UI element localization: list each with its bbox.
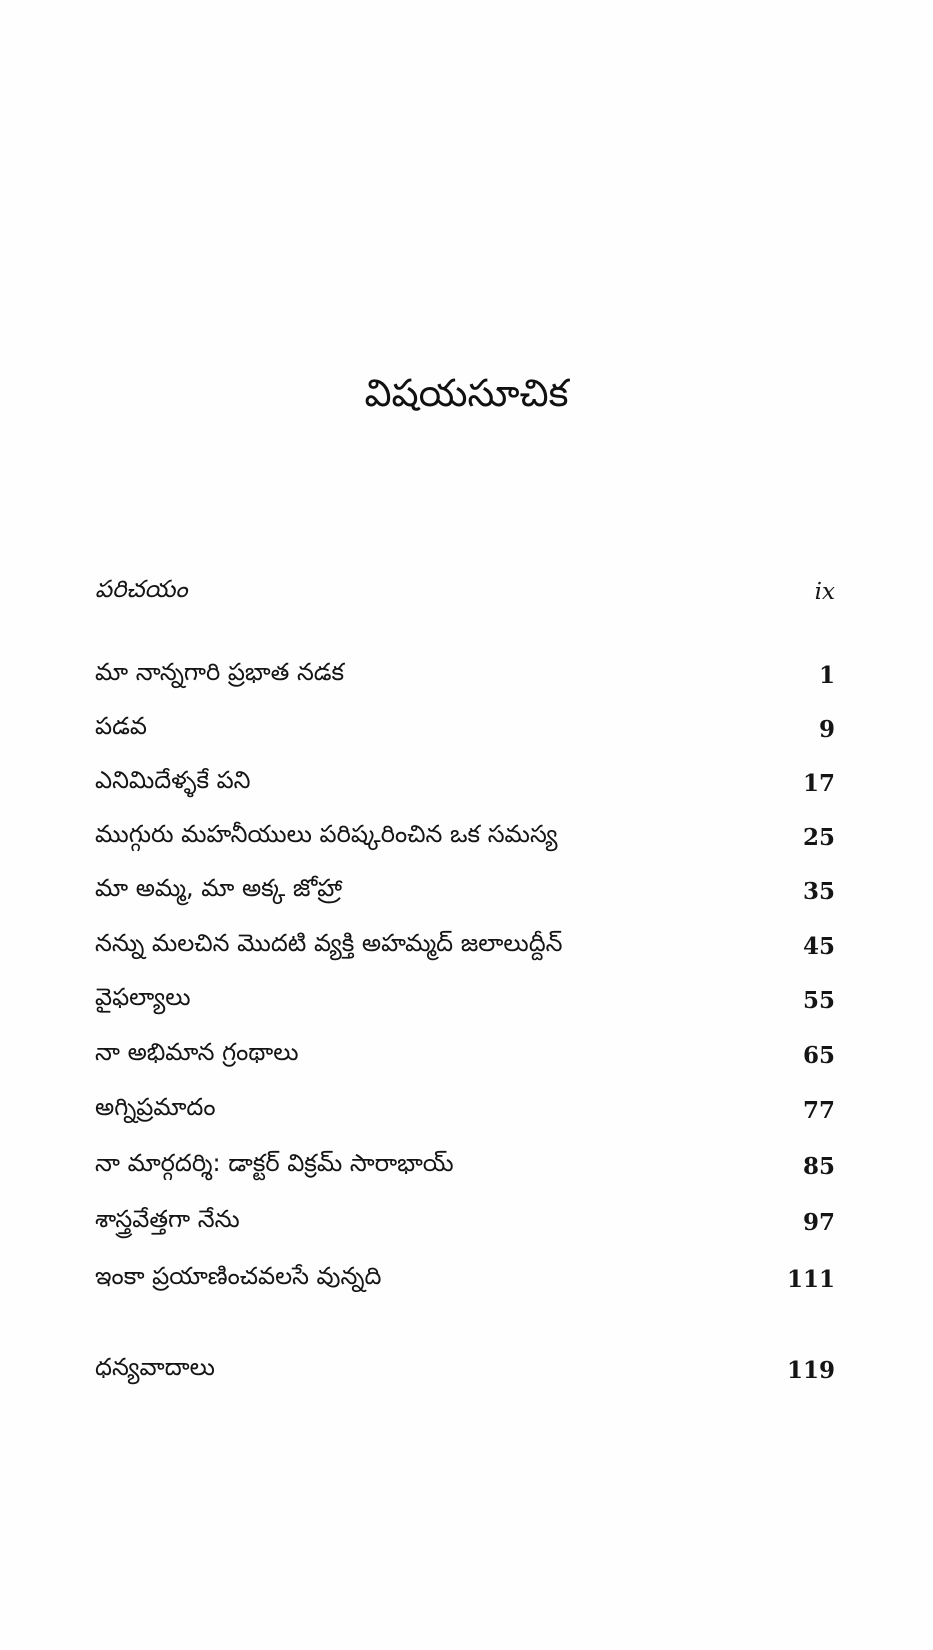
toc-entry [95,1035,835,1075]
toc-entry [95,817,835,857]
toc-entry-title: మా అమ్మ, మా అక్క జోహ్రా [95,874,343,902]
toc-entry-page: 55 [802,986,835,1014]
toc-entry-title: వైఫల్యాలు [95,983,191,1011]
toc-entry [95,709,835,749]
toc-entry-title: నన్ను మలచిన మొదటి వ్యక్తి అహమ్మద్ జలాలుద్దీన్ [95,929,563,957]
toc-entry [95,871,835,911]
toc-entry-title: శాస్త్రవేత్తగా నేను [95,1205,240,1233]
toc-entry-page: 111 [786,1265,835,1293]
toc-entry-page: 9 [818,715,835,743]
toc-entry-page: 85 [802,1152,835,1180]
toc-entry [95,1146,835,1186]
toc-entry-title: ఎనిమిదేళ్ళకే పని [95,766,251,794]
toc-entry-title: మా నాన్నగారి ప్రభాత నడక [95,658,345,686]
toc-entry-acknowledgements [95,1350,835,1390]
toc-entry-page: 17 [802,769,835,797]
toc-entry-title: ధన్యవాదాలు [95,1353,215,1381]
toc-entry-title: నా మార్గదర్శి: డాక్టర్ విక్రమ్ సారాభాయ్ [95,1149,454,1177]
toc-entry-page: 25 [802,823,835,851]
toc-entry [95,926,835,966]
toc-entry-page: 77 [802,1096,835,1124]
toc-entry [95,1202,835,1242]
toc-entry-page: 97 [802,1208,835,1236]
page-title: విషయసూచిక [364,371,569,415]
toc-entry [95,980,835,1020]
toc-entry [95,655,835,695]
toc-entry-title: నా అభిమాన గ్రంథాలు [95,1038,299,1066]
toc-entry-page: 1 [818,661,835,689]
toc-entry-title: పరిచయం [95,575,188,603]
toc-entry-title: పడవ [95,712,147,740]
toc-entry-page: 45 [802,932,835,960]
toc-entry-page: 119 [786,1356,835,1384]
toc-entry-title: ఇంకా ప్రయాణించవలసే వున్నది [95,1262,382,1290]
toc-entry-title: ముగ్గురు మహనీయులు పరిష్కరించిన ఒక సమస్య [95,820,558,848]
toc-entry [95,763,835,803]
toc-entry-page: 65 [802,1041,835,1069]
toc-entry [95,1259,835,1299]
toc-entry-title: అగ్నిప్రమాదం [95,1093,216,1121]
toc-entry-page: ix [814,579,835,605]
toc-entry-introduction [95,572,835,612]
toc-entry [95,1090,835,1130]
toc-entry-page: 35 [802,877,835,905]
